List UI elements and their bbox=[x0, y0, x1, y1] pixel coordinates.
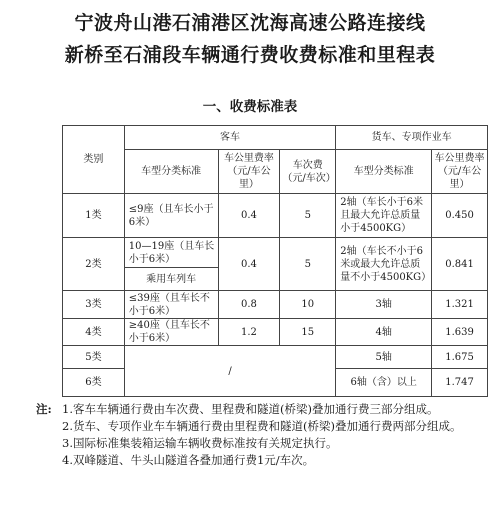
p-rate-trip-cell: 5 bbox=[280, 194, 336, 238]
p-rate-trip-cell: 5 bbox=[280, 238, 336, 291]
table-row bbox=[63, 346, 488, 369]
c-rate-km-cell: 1.675 bbox=[432, 346, 488, 369]
p-rate-km-cell: 1.2 bbox=[218, 319, 280, 346]
p-type-cell: 10—19座（且车长小于6米） bbox=[124, 238, 218, 268]
p-type-cell: ≤9座（且车长小于6米） bbox=[124, 194, 218, 238]
c-rate-km-cell: 1.639 bbox=[432, 319, 488, 346]
c-rate-km-cell: 0.450 bbox=[432, 194, 488, 238]
p-type-cell: 乘用车列车 bbox=[124, 268, 218, 291]
header-p-rate-km: 车公里费率（元/车公里） bbox=[218, 150, 280, 194]
note-item bbox=[36, 401, 492, 418]
c-type-cell: 5轴 bbox=[336, 346, 432, 369]
note-text: 4.双峰隧道、牛头山隧道各叠加通行费1元/车次。 bbox=[62, 453, 315, 467]
header-p-rate-trip: 车次费（元/车次） bbox=[280, 150, 336, 194]
notes-label: 注: bbox=[36, 402, 52, 416]
document-title-line1: 宁波舟山港石浦港区沈海高速公路连接线 bbox=[74, 12, 426, 34]
header-cargo: 货车、专项作业车 bbox=[336, 126, 488, 150]
header-category: 类别 bbox=[63, 126, 125, 194]
p-rate-km-cell: 0.8 bbox=[218, 291, 280, 319]
c-type-cell: 6轴（含）以上 bbox=[336, 369, 432, 397]
table-row bbox=[63, 319, 488, 346]
table-row bbox=[63, 291, 488, 319]
p-type-cell: ≤39座（且车长不小于6米） bbox=[124, 291, 218, 319]
passenger-na-cell: / bbox=[124, 346, 335, 397]
note-text: 1.客车车辆通行费由车次费、里程费和隧道(桥梁)叠加通行费三部分组成。 bbox=[62, 402, 439, 416]
c-rate-km-cell: 0.841 bbox=[432, 238, 488, 291]
row-class: 4类 bbox=[63, 319, 125, 346]
section-title: 一、收费标准表 bbox=[202, 99, 298, 115]
c-rate-km-cell: 1.747 bbox=[432, 369, 488, 397]
note-item bbox=[36, 418, 492, 435]
document-title-line2: 新桥至石浦段车辆通行费收费标准和里程表 bbox=[64, 44, 436, 66]
table-row bbox=[63, 238, 488, 268]
row-class: 6类 bbox=[63, 369, 125, 397]
header-c-rate-km: 车公里费率（元/车公里） bbox=[432, 150, 488, 194]
row-class: 1类 bbox=[63, 194, 125, 238]
header-passenger: 客车 bbox=[124, 126, 335, 150]
c-rate-km-cell: 1.321 bbox=[432, 291, 488, 319]
p-rate-km-cell: 0.4 bbox=[218, 238, 280, 291]
c-type-cell: 4轴 bbox=[336, 319, 432, 346]
note-item bbox=[36, 452, 492, 469]
table-row bbox=[63, 194, 488, 238]
toll-rate-table bbox=[62, 125, 488, 397]
row-class: 3类 bbox=[63, 291, 125, 319]
note-item bbox=[36, 435, 492, 452]
p-rate-trip-cell: 15 bbox=[280, 319, 336, 346]
c-type-cell: 2轴（车长小于6米且最大允许总质量小于4500KG） bbox=[336, 194, 432, 238]
c-type-cell: 2轴（车长不小于6米或最大允许总质量不小于4500KG） bbox=[336, 238, 432, 291]
note-text: 3.国际标准集装箱运输车辆收费标准按有关规定执行。 bbox=[62, 436, 338, 450]
p-rate-km-cell: 0.4 bbox=[218, 194, 280, 238]
header-p-type: 车型分类标准 bbox=[124, 150, 218, 194]
header-c-type: 车型分类标准 bbox=[336, 150, 432, 194]
p-type-cell: ≥40座（且车长不小于6米） bbox=[124, 319, 218, 346]
row-class: 5类 bbox=[63, 346, 125, 369]
note-text: 2.货车、专项作业车车辆通行费由里程费和隧道(桥梁)叠加通行费两部分组成。 bbox=[62, 419, 462, 433]
c-type-cell: 3轴 bbox=[336, 291, 432, 319]
p-rate-trip-cell: 10 bbox=[280, 291, 336, 319]
notes-section bbox=[36, 401, 492, 469]
row-class: 2类 bbox=[63, 238, 125, 291]
